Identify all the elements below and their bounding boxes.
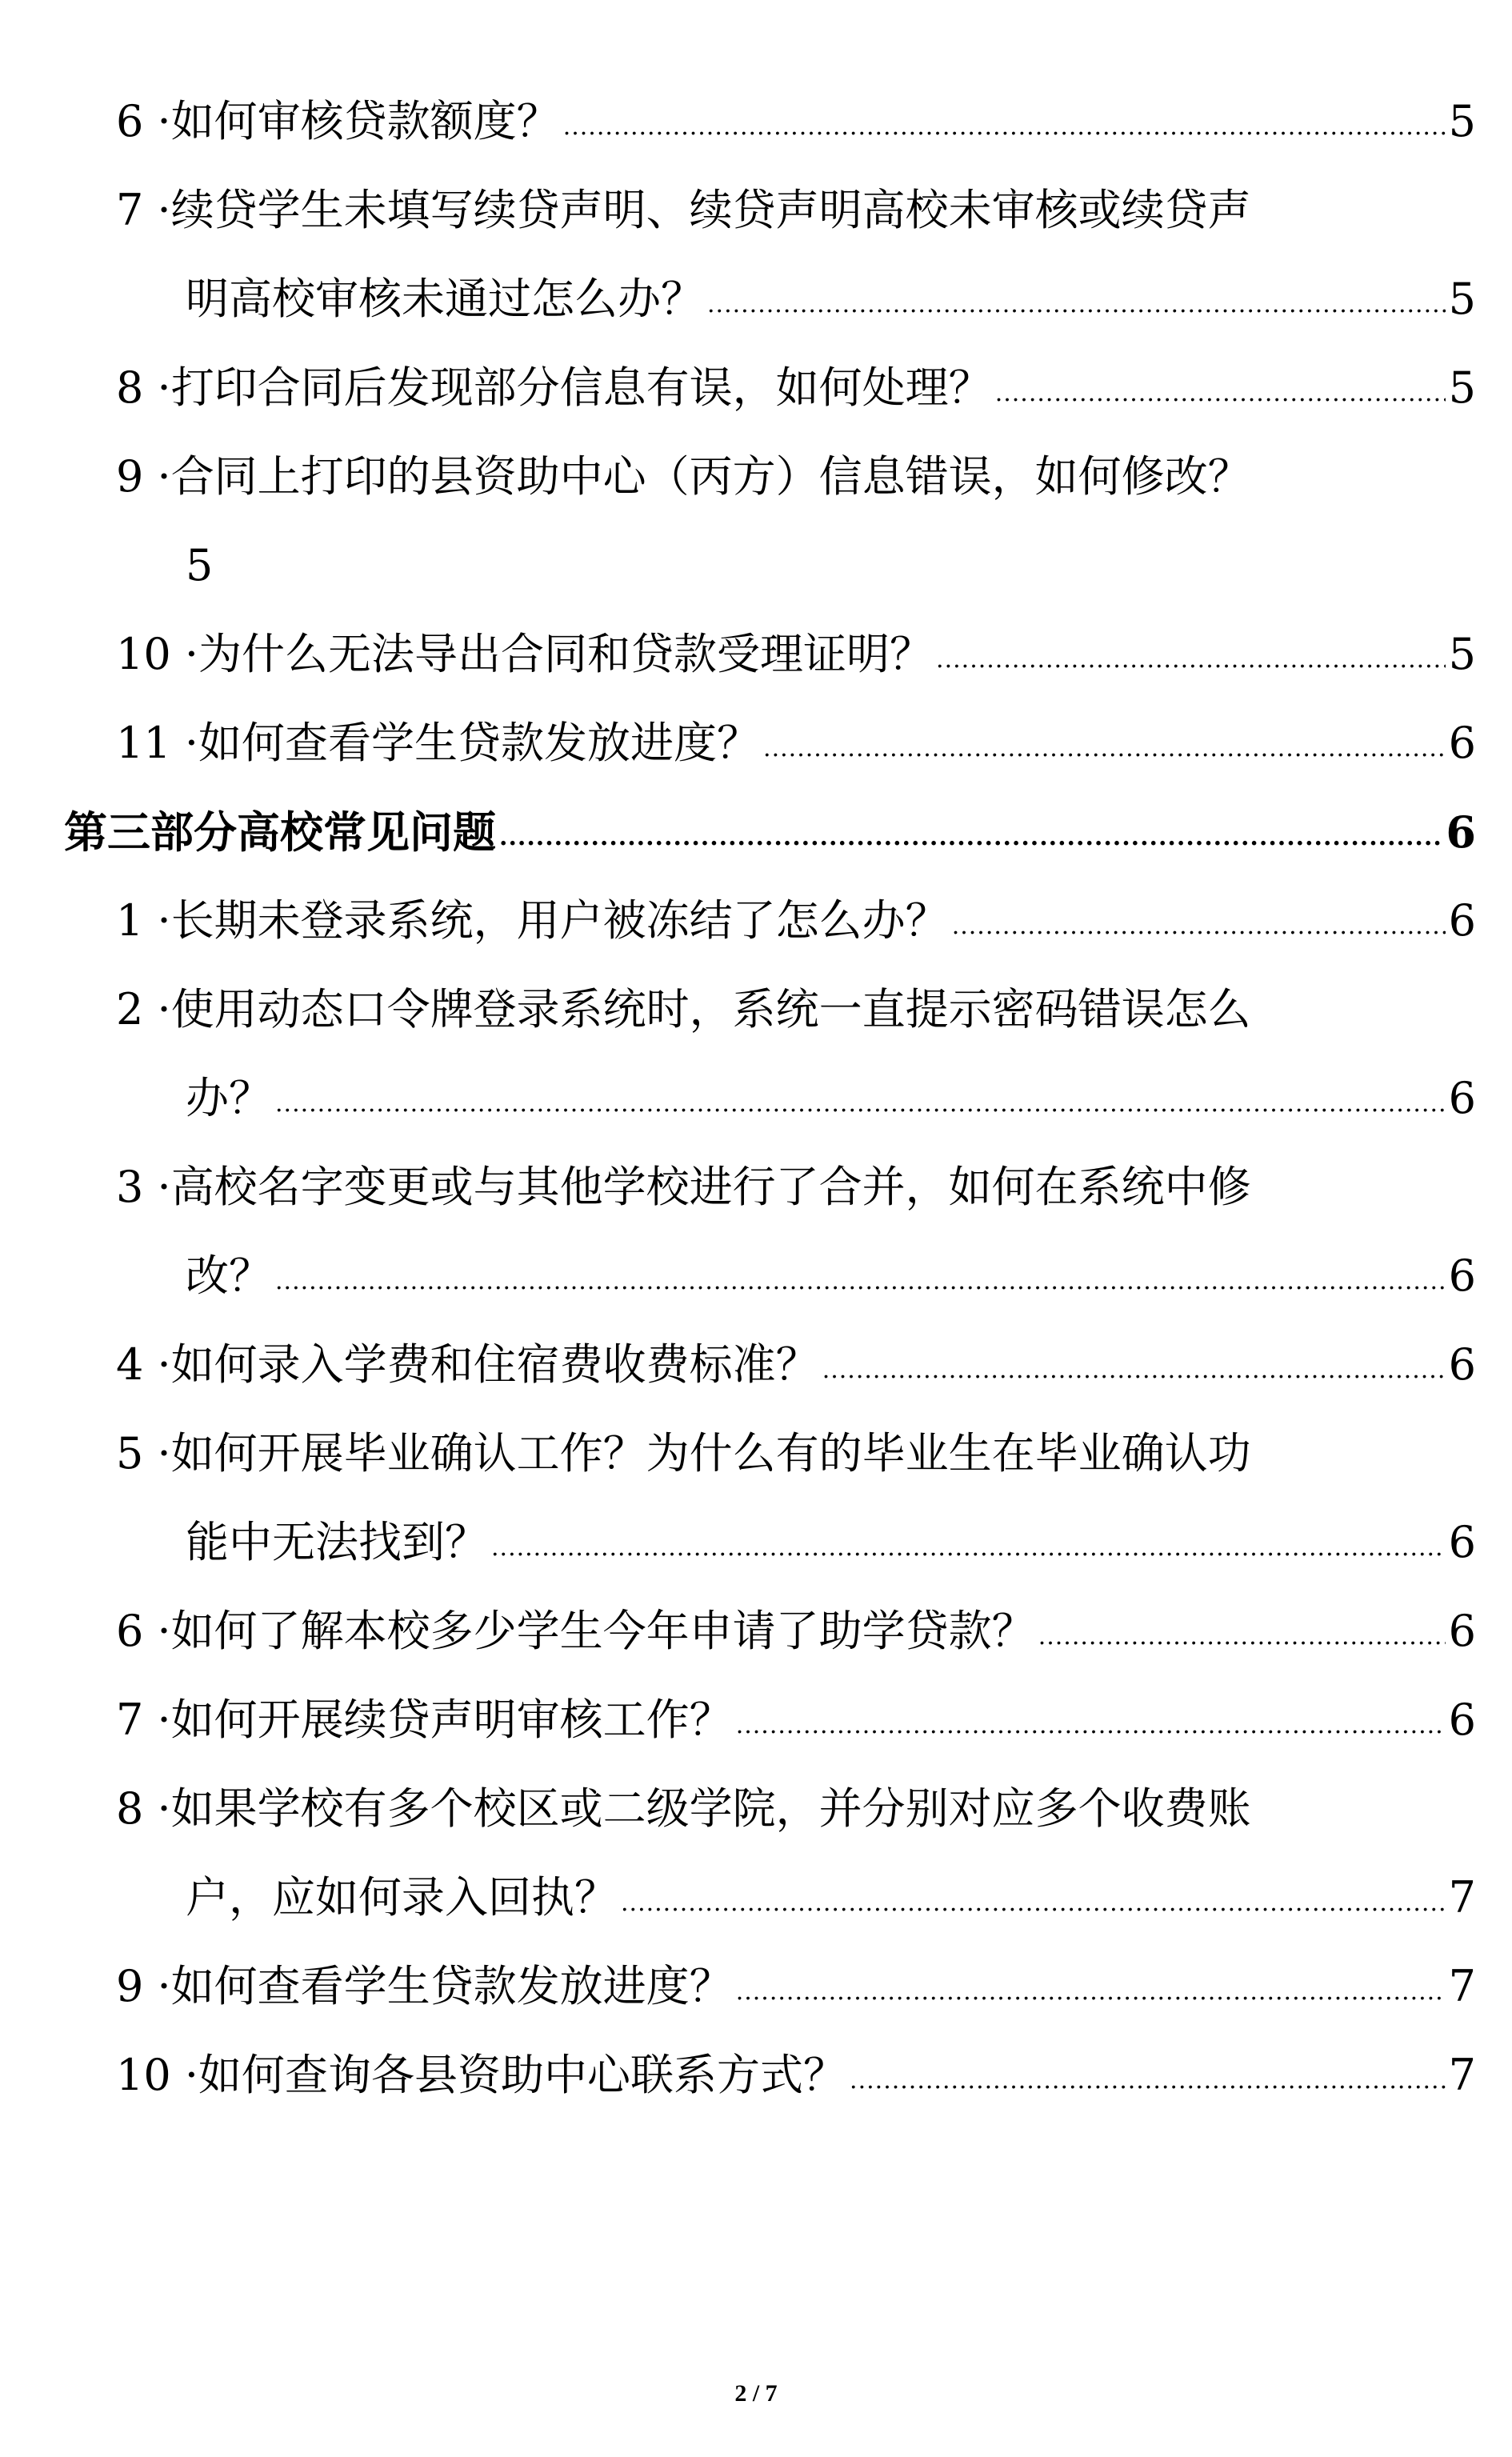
- toc-entry-number: 6 ·: [116, 96, 171, 146]
- toc-entry[interactable]: [116, 1783, 1476, 1835]
- toc-entry-number: 2 ·: [116, 984, 171, 1034]
- toc-entry-page: 6: [1448, 1339, 1476, 1390]
- toc-entry-continuation[interactable]: [186, 274, 1476, 325]
- toc-entry-number: 7 ·: [116, 1695, 171, 1745]
- toc-entry-page: 6: [1448, 718, 1476, 768]
- toc-entry-number: 3 ·: [116, 1162, 171, 1212]
- toc-entry-number: 7 ·: [116, 185, 171, 235]
- page-indicator: 2 / 7: [734, 2380, 778, 2407]
- toc-entry-page: 6: [1448, 1073, 1476, 1123]
- toc-entry-number: 6 ·: [116, 1606, 171, 1656]
- dot-leader: [995, 382, 1446, 414]
- toc-entry-page: 5: [1448, 362, 1476, 413]
- toc-entry-page: 5: [186, 540, 214, 590]
- toc-entry-title: 如果学校有多个校区或二级学院，并分别对应多个收费账: [170, 1783, 1251, 1834]
- toc-entry[interactable]: [116, 96, 1476, 147]
- dot-leader: [563, 115, 1446, 147]
- toc-entry-title-continued: 改？: [186, 1251, 272, 1301]
- toc-entry-title: 如何审核贷款额度？: [170, 96, 560, 146]
- toc-entry-page: 6: [1448, 1251, 1476, 1301]
- dot-leader: [736, 1980, 1446, 2012]
- dot-leader: [275, 1270, 1446, 1302]
- toc-section-page: 6: [1446, 806, 1476, 858]
- toc-entry-continuation[interactable]: [186, 1073, 1476, 1124]
- toc-entry-number: 8 ·: [116, 1783, 171, 1834]
- toc-entry-page: 7: [1448, 1872, 1476, 1923]
- toc-entry-continuation[interactable]: [186, 1517, 1476, 1568]
- toc-entry[interactable]: [116, 185, 1476, 236]
- toc-entry-title-continued: 能中无法找到？: [186, 1517, 488, 1567]
- toc-entry-page: 7: [1448, 1961, 1476, 2011]
- toc-entry-title: 如何了解本校多少学生今年申请了助学贷款？: [170, 1606, 1035, 1656]
- toc-entry-number: 4 ·: [116, 1339, 171, 1390]
- toc-entry[interactable]: [116, 451, 1476, 502]
- toc-entry-title: 使用动态口令牌登录系统时，系统一直提示密码错误怎么: [170, 984, 1251, 1034]
- toc-section-heading[interactable]: [64, 806, 1476, 858]
- dot-leader: [763, 737, 1446, 769]
- toc-entry-page: 6: [1448, 1517, 1476, 1567]
- dot-leader: [621, 1891, 1446, 1923]
- toc-entry[interactable]: [116, 1339, 1476, 1391]
- dot-leader: [952, 914, 1446, 946]
- toc-entry-title: 打印合同后发现部分信息有误，如何处理？: [170, 362, 992, 413]
- toc-entry-title: 如何开展毕业确认工作？为什么有的毕业生在毕业确认功: [170, 1428, 1251, 1479]
- toc-entry[interactable]: [116, 984, 1476, 1035]
- toc-entry-title: 如何录入学费和住宿费收费标准？: [170, 1339, 819, 1390]
- toc-entry-page: 5: [1448, 629, 1476, 679]
- toc-entry-title: 如何查看学生贷款发放进度？: [198, 718, 761, 768]
- toc-entry-title: 合同上打印的县资助中心（丙方）信息错误，如何修改？: [170, 451, 1251, 502]
- toc-entry-continuation[interactable]: [186, 540, 346, 591]
- toc-entry-number: 10 ·: [116, 629, 199, 679]
- toc-entry[interactable]: [116, 362, 1476, 414]
- toc-entry-title: 长期未登录系统，用户被冻结了怎么办？: [170, 895, 949, 946]
- toc-entry-page: 7: [1448, 2050, 1476, 2100]
- toc-entry[interactable]: [116, 1428, 1476, 1479]
- toc-entry[interactable]: [116, 1695, 1476, 1746]
- toc-entry[interactable]: [116, 629, 1476, 680]
- toc-entry-title-continued: 办？: [186, 1073, 272, 1123]
- toc-entry[interactable]: [116, 718, 1476, 769]
- toc-entry-number: 8 ·: [116, 362, 171, 413]
- toc-entry-page: 5: [1448, 96, 1476, 146]
- toc-entry-title: 如何查询各县资助中心联系方式？: [198, 2050, 847, 2100]
- dot-leader: [499, 826, 1442, 858]
- toc-entry-number: 11 ·: [116, 718, 199, 768]
- toc-entry-continuation[interactable]: [186, 1251, 1476, 1302]
- dot-leader: [1038, 1625, 1446, 1657]
- toc-entry-number: 9 ·: [116, 1961, 171, 2011]
- toc-entry-title: 高校名字变更或与其他学校进行了合并，如何在系统中修: [170, 1162, 1251, 1212]
- toc-entry-page: 6: [1448, 1606, 1476, 1656]
- toc-entry-title: 如何开展续贷声明审核工作？: [170, 1695, 733, 1745]
- toc-entry-number: 10 ·: [116, 2050, 199, 2100]
- toc-entry-page: 6: [1448, 1695, 1476, 1745]
- dot-leader: [850, 2069, 1446, 2101]
- toc-entry-title: 如何查看学生贷款发放进度？: [170, 1961, 733, 2011]
- toc-entry[interactable]: [116, 1606, 1476, 1657]
- toc-entry[interactable]: [116, 2050, 1476, 2101]
- toc-section-title: 第三部分高校常见问题: [64, 806, 496, 858]
- toc-entry[interactable]: [116, 1961, 1476, 2012]
- toc-entry-title: 为什么无法导出合同和贷款受理证明？: [198, 629, 934, 679]
- toc-entry-page: 6: [1448, 895, 1476, 946]
- toc-entry-title: 续贷学生未填写续贷声明、续贷声明高校未审核或续贷声: [170, 185, 1251, 235]
- toc-entry[interactable]: [116, 1162, 1476, 1213]
- dot-leader: [491, 1536, 1446, 1568]
- toc-entry-number: 5 ·: [116, 1428, 171, 1479]
- dot-leader: [936, 648, 1446, 680]
- toc-entry-title-continued: 明高校审核未通过怎么办？: [186, 274, 704, 324]
- toc-entry-number: 9 ·: [116, 451, 171, 502]
- toc-entry[interactable]: [116, 895, 1476, 946]
- dot-leader: [707, 293, 1446, 325]
- toc-entry-page: 5: [1448, 274, 1476, 324]
- toc-entry-number: 1 ·: [116, 895, 171, 946]
- dot-leader: [736, 1714, 1446, 1746]
- toc-entry-continuation[interactable]: [186, 1872, 1476, 1923]
- toc-entry-title-continued: 户，应如何录入回执？: [186, 1872, 618, 1923]
- dot-leader: [275, 1092, 1446, 1124]
- dot-leader: [822, 1359, 1446, 1391]
